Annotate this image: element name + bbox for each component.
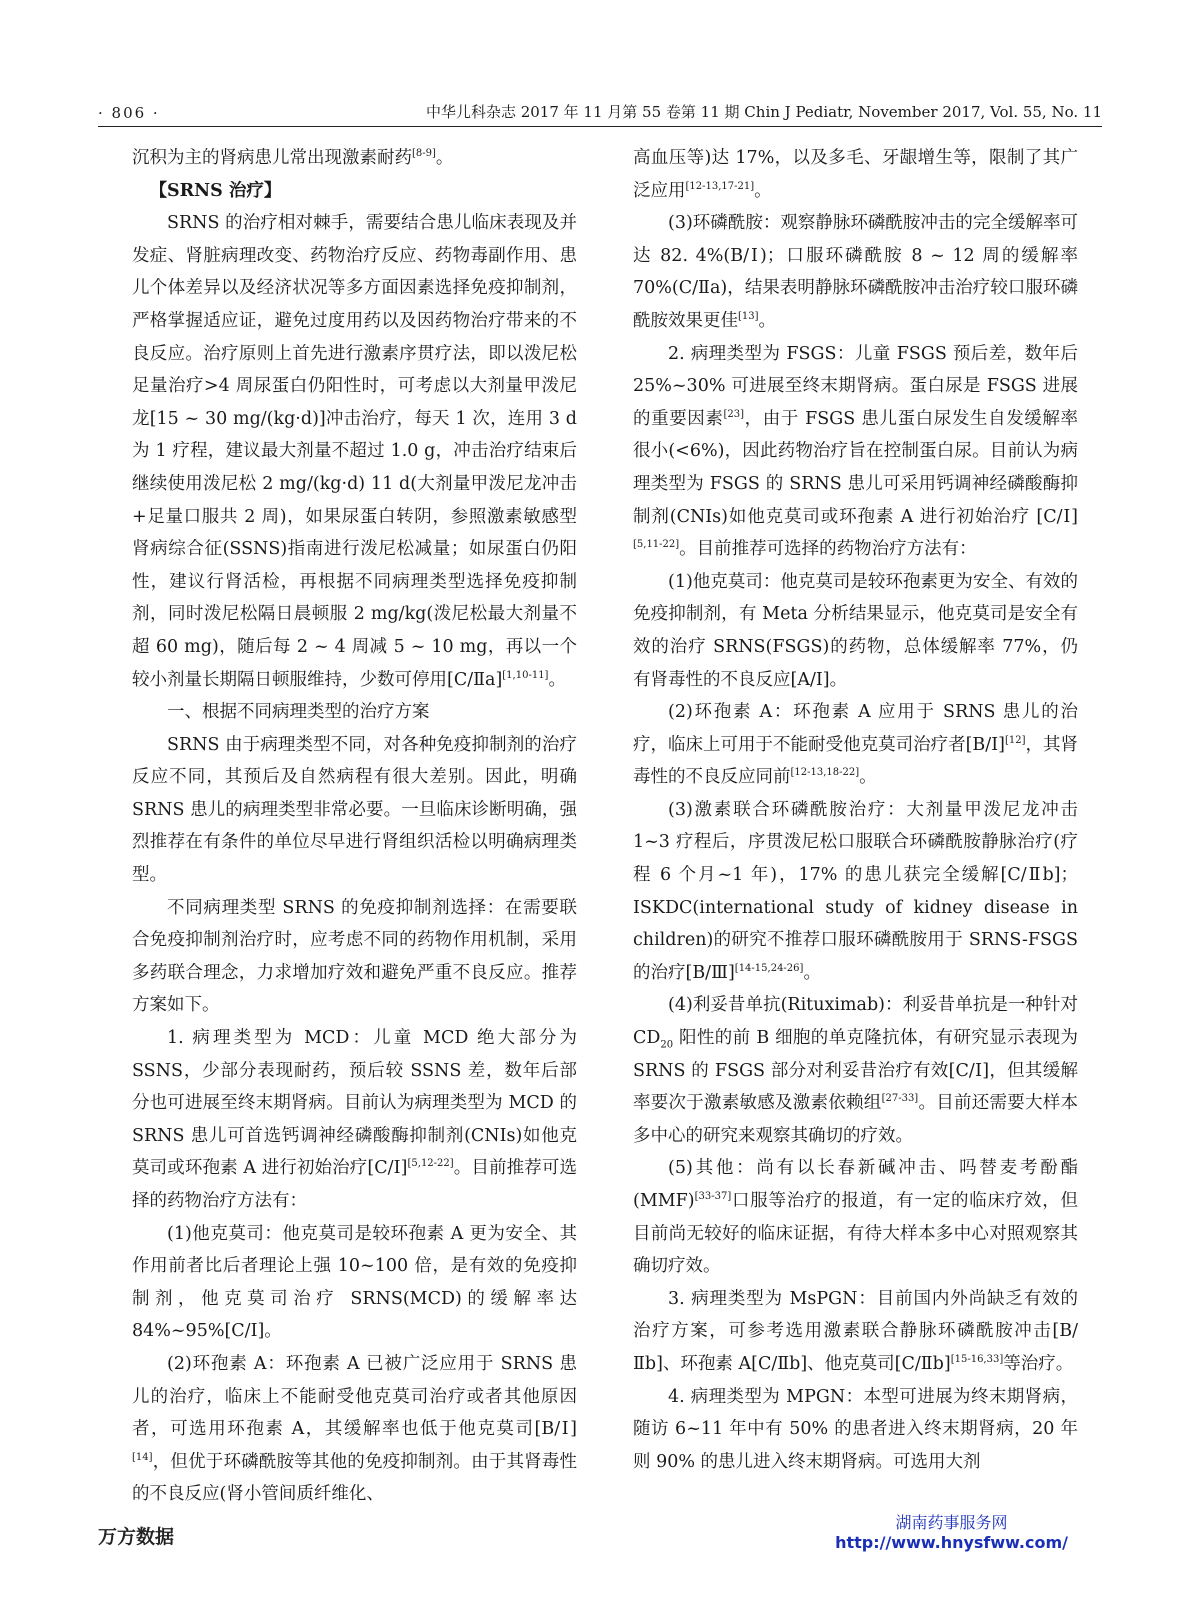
site-url[interactable]: http://www.hnysfww.com/ <box>835 1533 1068 1552</box>
paragraph: (2)环孢素 A：环孢素 A 应用于 SRNS 患儿的治疗，临床上可用于不能耐受他克莫司治疗者[B/Ⅰ][12]，其肾毒性的不良反应同前[12-13,18-22]。 <box>633 702 1079 788</box>
watermark-site <box>835 1510 1068 1552</box>
site-name: 湖南药事服务网 <box>895 1513 1008 1532</box>
paragraph: (1)他克莫司：他克莫司是较环孢素更为安全、有效的免疫抑制剂，有 Meta 分析结果显示，他克莫司是安全有效的治疗 SRNS(FSGS)的药物，总体缓解率 77%，仍有肾毒性的不良反应[A/Ⅰ]。 <box>633 571 1078 690</box>
paragraph: 3. 病理类型为 MsPGN：目前国内外尚缺乏有效的治疗方案，可参考选用激素联合静脉环磷酰胺冲击[B/Ⅱb]、环孢素 A[C/Ⅱb]、他克莫司[C/Ⅱb][15-16,33]等治疗。 <box>633 1288 1078 1374</box>
paragraph: 一、根据不同病理类型的治疗方案 <box>167 702 430 723</box>
paragraph: 4. 病理类型为 MPGN：本型可进展为终末期肾病，随访 6~11 年中有 50% 的患者进入终末期肾病，20 年则 90% 的患儿进入终末期肾病。可选用大剂 <box>633 1386 1078 1472</box>
section-heading: 【SRNS 治疗】 <box>149 180 282 201</box>
paragraph: (3)环磷酰胺：观察静脉环磷酰胺冲击的完全缓解率可达 82. 4%(B/Ⅰ)；口服环磷酰胺 8 ~ 12 周的缓解率 70%(C/Ⅱa)，结果表明静脉环磷酰胺冲击治疗较口服环磷酰胺效果更佳[13]。 <box>633 213 1078 331</box>
paragraph: 高血压等)达 17%，以及多毛、牙龈增生等，限制了其广泛应用[12-13,17-21]。 <box>633 148 1078 201</box>
journal-citation: 中华儿科杂志 2017 年 11 月第 55 卷第 11 期 Chin J Pediatr, November 2017, Vol. 55, No. 11 <box>425 103 1102 121</box>
paragraph: SRNS 由于病理类型不同，对各种免疫抑制剂的治疗反应不同，其预后及自然病程有很大差别。因此，明确 SRNS 患儿的病理类型非常必要。一旦临床诊断明确，强烈推荐在有条件的单位尽早进行肾组织活检以明确病理类型。 <box>132 734 577 886</box>
page-number: · 806 · <box>98 104 160 122</box>
paragraph: 2. 病理类型为 FSGS：儿童 FSGS 预后差，数年后 25%~30% 可进展至终末期肾病。蛋白尿是 FSGS 进展的重要因素[23]，由于 FSGS 患儿蛋白尿发生自发缓解率很小(<6%)，因此药物治疗旨在控制蛋白尿。目前认为病理类型为 FSGS 的 SRNS 患儿可采用钙调神经磷酸酶抑制剂(CNIs)如他克莫司或环孢素 A 进行初始治疗 [C/Ⅰ][5,11-22]。目前推荐可选择的药物治疗方法有： <box>633 343 1078 560</box>
paragraph: 1. 病理类型为 MCD：儿童 MCD 绝大部分为 SSNS，少部分表现耐药，预后较 SSNS 差，数年后部分也可进展至终末期肾病。目前认为病理类型为 MCD 的 SRNS 患儿可首选钙调神经磷酸酶抑制剂(CNIs)如他克莫司或环孢素 A 进行初始治疗[C/Ⅰ][5,12-22]。目前推荐可选择的药物治疗方法有： <box>132 1028 577 1211</box>
running-header <box>98 88 1102 127</box>
paragraph: (2)环孢素 A：环孢素 A 已被广泛应用于 SRNS 患儿的治疗，临床上不能耐受他克莫司治疗或者其他原因者，可选用环孢素 A，其缓解率也低于他克莫司[B/Ⅰ][14]，但优于环磷酰胺等其他的免疫抑制剂。由于其肾毒性的不良反应(肾小管间质纤维化、 <box>132 1353 577 1505</box>
left-column <box>132 142 577 1511</box>
paragraph: (4)利妥昔单抗(Rituximab)：利妥昔单抗是一种针对 $CD_{20}$ 阳性的前 B 细胞的单克隆抗体，有研究显示表现为 SRNS 的 FSGS 部分对利妥昔治疗有效[C/Ⅰ]，但其缓解率要次于激素敏感及激素依赖组[27-33]。目前还需要大样本多中心的研究来观察其确切的疗效。 <box>633 995 1079 1146</box>
paragraph: 不同病理类型 SRNS 的免疫抑制剂选择：在需要联合免疫抑制剂治疗时，应考虑不同的药物作用机制，采用多药联合理念，力求增加疗效和避免严重不良反应。推荐方案如下。 <box>132 897 577 1016</box>
paragraph: (5)其他：尚有以长春新碱冲击、吗替麦考酚酯(MMF)[33-37]口服等治疗的报道，有一定的临床疗效，但目前尚无较好的临床证据，有待大样本多中心对照观察其确切疗效。 <box>633 1158 1078 1277</box>
right-column <box>633 142 1078 1478</box>
publisher-mark: 万方数据 <box>98 1526 175 1548</box>
paragraph: (3)激素联合环磷酰胺治疗：大剂量甲泼尼龙冲击 1~3 疗程后，序贯泼尼松口服联合环磷酰胺静脉治疗(疗程 6 个月~1 年)，17% 的患儿获完全缓解[C/Ⅱb]；ISKDC(international study of kidney disease in children)的研究不推荐口服环磷酰胺用于 SRNS-FSGS 的治疗[B/Ⅲ][14-15,24-26]。 <box>633 799 1078 983</box>
paragraph: SRNS 的治疗相对棘手，需要结合患儿临床表现及并发症、肾脏病理改变、药物治疗反应、药物毒副作用、患儿个体差异以及经济状况等多方面因素选择免疫抑制剂，严格掌握适应证，避免过度用药以及因药物治疗带来的不良反应。治疗原则上首先进行激素序贯疗法，即以泼尼松足量治疗>4 周尿蛋白仍阳性时，可考虑以大剂量甲泼尼龙[15 ~ 30 mg/(kg·d)]冲击治疗，每天 1 次，连用 3 d 为 1 疗程，建议最大剂量不超过 1.0 g，冲击治疗结束后继续使用泼尼松 2 mg/(kg·d) 11 d(大剂量甲泼尼龙冲击+足量口服共 2 周)，如果尿蛋白转阴，参照激素敏感型肾病综合征(SSNS)指南进行泼尼松减量；如尿蛋白仍阳性，建议行肾活检，再根据不同病理类型选择免疫抑制剂，同时泼尼松隔日晨顿服 2 mg/kg(泼尼松最大剂量不超 60 mg)，随后每 2 ~ 4 周减 5 ~ 10 mg，再以一个较小剂量长期隔日顿服维持，少数可停用[C/Ⅱa][1,10-11]。 <box>132 213 577 690</box>
paragraph: (1)他克莫司：他克莫司是较环孢素 A 更为安全、其作用前者比后者理论上强 10~100 倍，是有效的免疫抑制剂，他克莫司治疗 SRNS(MCD)的缓解率达 84%~95%[C/I]。 <box>132 1223 577 1342</box>
paragraph: 沉积为主的肾病患儿常出现激素耐药[8-9]。 <box>132 148 454 168</box>
